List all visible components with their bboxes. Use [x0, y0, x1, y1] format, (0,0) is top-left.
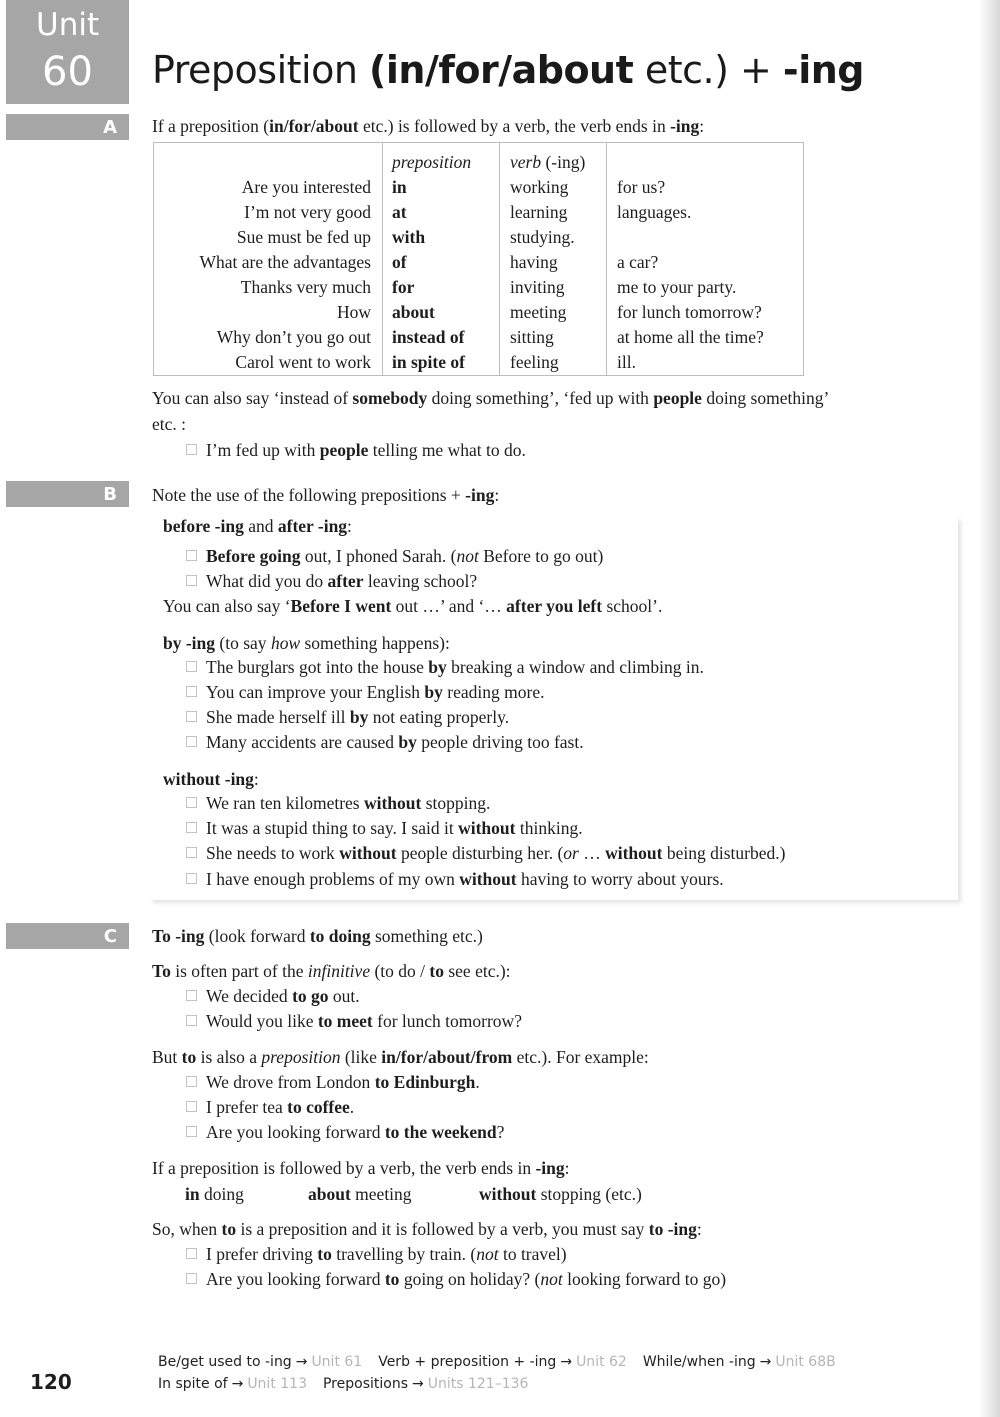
- text-span: out, I phoned Sarah. (: [300, 546, 457, 566]
- text-span: without: [458, 818, 516, 838]
- text-span: preposition: [261, 1047, 341, 1067]
- text-span: .: [349, 1097, 355, 1117]
- text-span: having to worry about yours.: [516, 869, 724, 889]
- bullet-box-icon: [186, 1076, 197, 1087]
- bullet-box-icon: [186, 873, 197, 884]
- text-span: doing: [199, 1184, 244, 1204]
- text-span: To -ing: [152, 926, 205, 946]
- text-span: to coffee: [287, 1097, 350, 1117]
- table-cell-preposition: in: [392, 177, 407, 197]
- text-span: stopping.: [421, 793, 491, 813]
- text-span: breaking a window and climbing in.: [446, 657, 704, 677]
- table-divider: [499, 143, 500, 375]
- cross-reference-label: Prepositions: [322, 1376, 408, 1392]
- text-span: Before I went: [290, 596, 392, 616]
- text-span: to meet: [317, 1011, 373, 1031]
- text-span: meeting: [350, 1184, 412, 1204]
- table-cell-verb: working: [510, 177, 569, 197]
- text-span: doing something’: [701, 388, 830, 408]
- text-span: to Edinburgh: [374, 1072, 476, 1092]
- unit-label: Unit: [36, 7, 100, 43]
- text-span: by -ing: [163, 633, 216, 653]
- infinitive-note: [152, 960, 511, 982]
- table-cell-sentence-start: Carol went to work: [235, 352, 371, 372]
- text-span: not: [456, 546, 479, 566]
- table-cell-sentence-end: at home all the time?: [617, 327, 764, 347]
- text-span: You can improve your English: [206, 682, 425, 702]
- text-span: So, when: [152, 1219, 222, 1239]
- table-cell-sentence-end: a car?: [617, 252, 659, 272]
- text-span: Before going: [206, 546, 301, 566]
- section-tab-c: C: [6, 923, 129, 949]
- bullet-box-icon: [186, 686, 197, 697]
- text-span: We decided: [206, 986, 293, 1006]
- section-a-also-note: [152, 387, 829, 409]
- bullet-box-icon: [186, 1101, 197, 1112]
- table-cell-sentence-start: What are the advantages: [199, 252, 371, 272]
- text-span: looking forward to go): [562, 1269, 727, 1289]
- text-span: thinking.: [515, 818, 583, 838]
- text-span: people: [653, 388, 702, 408]
- cross-reference-link[interactable]: Unit 61: [311, 1354, 363, 1370]
- rule-example-2: [308, 1183, 412, 1205]
- text-span: infinitive: [307, 961, 371, 981]
- text-span: to: [181, 1047, 197, 1067]
- text-span: to doing: [309, 926, 371, 946]
- table-cell-sentence-start: Thanks very much: [240, 277, 371, 297]
- table-cell-preposition: instead of: [392, 327, 465, 347]
- ing-rule: [152, 1157, 570, 1179]
- table-cell-sentence-start: I’m not very good: [244, 202, 371, 222]
- example-item: [186, 1243, 567, 1265]
- text-span: is also a: [196, 1047, 262, 1067]
- text-span: It was a stupid thing to say. I said it: [206, 818, 459, 838]
- text-span: to travel): [498, 1244, 567, 1264]
- example-item: [186, 985, 360, 1007]
- title-suffix: etc.) +: [633, 48, 783, 92]
- text-span: :: [347, 516, 352, 536]
- example-item: [186, 817, 583, 839]
- by-ing-heading: [163, 632, 450, 654]
- text-span: (-ing): [541, 152, 586, 172]
- text-span: (look forward: [204, 926, 310, 946]
- example-item: [186, 681, 544, 703]
- text-span: people: [319, 440, 369, 460]
- table-cell-sentence-start: Are you interested: [241, 177, 371, 197]
- example-item: [186, 1010, 522, 1032]
- cross-reference-link[interactable]: Unit 62: [576, 1354, 627, 1370]
- preposition-note: [152, 1046, 649, 1068]
- text-span: If a preposition is followed by a verb, the verb ends in: [152, 1158, 536, 1178]
- example-item: [186, 731, 584, 753]
- text-span: (to say: [215, 633, 271, 653]
- text-span: to go: [292, 986, 329, 1006]
- example-item: [186, 545, 603, 567]
- example-item: [186, 1121, 504, 1143]
- bullet-box-icon: [186, 575, 197, 586]
- text-span: going on holiday? (: [399, 1269, 541, 1289]
- table-cell-verb: inviting: [510, 277, 565, 297]
- cross-references-line-1: [158, 1352, 852, 1372]
- text-span: verb: [510, 152, 542, 172]
- text-span: Before to go out): [478, 546, 604, 566]
- text-span: If a preposition (: [152, 116, 270, 136]
- text-span: by: [398, 732, 417, 752]
- text-span: to: [221, 1219, 237, 1239]
- text-span: She needs to work: [206, 843, 340, 863]
- cross-reference-link[interactable]: Units 121–136: [427, 1376, 529, 1392]
- title-bold: (in/for/about: [369, 48, 634, 92]
- bullet-box-icon: [186, 847, 197, 858]
- text-span: Would you like: [206, 1011, 318, 1031]
- cross-reference-label: Be/get used to -ing: [158, 1354, 292, 1370]
- example-item: [186, 656, 704, 678]
- text-span: is often part of the: [170, 961, 308, 981]
- table-cell-verb: learning: [510, 202, 568, 222]
- arrow-right-icon: →: [759, 1354, 772, 1370]
- table-cell-sentence-start: Sue must be fed up: [236, 227, 371, 247]
- text-span: -ing: [670, 116, 700, 136]
- bullet-box-icon: [186, 661, 197, 672]
- arrow-right-icon: →: [295, 1354, 308, 1370]
- text-span: or: [563, 843, 579, 863]
- text-span: out …’ and ‘…: [391, 596, 507, 616]
- table-cell-preposition: at: [392, 202, 407, 222]
- text-span: travelling by train. (: [331, 1244, 477, 1264]
- example-item: [186, 706, 509, 728]
- section-tab-b: B: [6, 481, 129, 507]
- table-cell-verb: studying.: [510, 227, 575, 247]
- example-item: [186, 1096, 354, 1118]
- table-cell-preposition: for: [392, 277, 415, 297]
- text-span: in/for/about: [269, 116, 359, 136]
- cross-reference-link[interactable]: Unit 113: [247, 1376, 307, 1392]
- text-span: without: [605, 843, 663, 863]
- text-span: (to do /: [370, 961, 430, 981]
- bullet-box-icon: [186, 822, 197, 833]
- text-span: without: [363, 793, 422, 813]
- before-after-note: [163, 595, 662, 617]
- text-span: school’.: [602, 596, 663, 616]
- text-span: :: [696, 1219, 702, 1239]
- text-span: something etc.): [370, 926, 483, 946]
- table-cell-sentence-start: How: [336, 302, 371, 322]
- text-span: She made herself ill: [206, 707, 350, 727]
- bullet-box-icon: [186, 444, 197, 455]
- table-cell-sentence-end: ill.: [617, 352, 636, 372]
- text-span: in/for/about/from: [381, 1047, 513, 1067]
- cross-reference-label: Verb + preposition + -ing: [378, 1354, 557, 1370]
- text-span: …: [578, 843, 606, 863]
- text-span: doing something’, ‘fed up with: [427, 388, 654, 408]
- bullet-box-icon: [186, 1126, 197, 1137]
- text-span: by: [428, 657, 447, 677]
- text-span: I’m fed up with: [206, 440, 320, 460]
- text-span: .: [475, 1072, 480, 1092]
- text-span: Many accidents are caused: [206, 732, 399, 752]
- text-span: We drove from London: [206, 1072, 375, 1092]
- before-after-heading: [163, 515, 352, 537]
- text-span: without -ing: [163, 769, 254, 789]
- text-span: by: [349, 707, 369, 727]
- table-cell-preposition: about: [392, 302, 435, 322]
- title-prefix: Preposition: [152, 48, 370, 92]
- text-span: (like: [340, 1047, 382, 1067]
- text-span: -ing: [465, 485, 495, 505]
- text-span: You can also say ‘instead of: [152, 388, 353, 408]
- section-b-intro: [152, 484, 499, 506]
- text-span: The burglars got into the house: [206, 657, 429, 677]
- preposition-table: [153, 142, 804, 376]
- example-item: [186, 1071, 480, 1093]
- rule-example-3: [479, 1183, 642, 1205]
- bullet-box-icon: [186, 1015, 197, 1026]
- table-cell-verb: having: [510, 252, 558, 272]
- example-item: [186, 439, 526, 461]
- table-cell-sentence-end: languages.: [617, 202, 692, 222]
- bullet-box-icon: [186, 711, 197, 722]
- table-divider: [382, 143, 383, 375]
- table-cell-sentence-start: Why don’t you go out: [216, 327, 371, 347]
- to-ing-rule: [152, 1218, 702, 1240]
- text-span: etc.) is followed by a verb, the verb ends in: [358, 116, 671, 136]
- bullet-box-icon: [186, 550, 197, 561]
- cross-reference-label: While/when -ing: [642, 1354, 756, 1370]
- text-span: to: [429, 961, 444, 981]
- table-cell-verb: meeting: [510, 302, 567, 322]
- text-span: how: [270, 633, 301, 653]
- text-span: people disturbing her. (: [396, 843, 564, 863]
- text-span: something happens):: [300, 633, 450, 653]
- text-span: not eating properly.: [368, 707, 510, 727]
- text-span: leaving school?: [363, 571, 478, 591]
- text-span: to -ing: [648, 1219, 697, 1239]
- text-span: not: [476, 1244, 499, 1264]
- table-cell-preposition: of: [392, 252, 407, 272]
- page-edge-shadow: [978, 0, 1000, 1417]
- table-divider: [606, 143, 607, 375]
- text-span: You can also say ‘: [163, 596, 291, 616]
- bullet-box-icon: [186, 736, 197, 747]
- text-span: telling me what to do.: [368, 440, 526, 460]
- text-span: after you left: [506, 596, 603, 616]
- text-span: after: [327, 571, 364, 591]
- example-item: [186, 792, 490, 814]
- section-c-heading: [152, 925, 483, 947]
- text-span: is a preposition and it is followed by a verb, you must say: [236, 1219, 649, 1239]
- table-cell-sentence-end: for us?: [617, 177, 666, 197]
- cross-reference-label: In spite of: [158, 1376, 228, 1392]
- text-span: stopping (etc.): [536, 1184, 642, 1204]
- text-span: to: [317, 1244, 332, 1264]
- page-title: [152, 46, 864, 94]
- text-span: reading more.: [442, 682, 545, 702]
- bullet-box-icon: [186, 990, 197, 1001]
- table-cell-sentence-end: for lunch tomorrow?: [617, 302, 762, 322]
- title-ing: -ing: [782, 48, 864, 92]
- text-span: out.: [328, 986, 360, 1006]
- section-tab-a: A: [6, 114, 129, 140]
- table-cell-verb: sitting: [510, 327, 554, 347]
- page-number: 120: [30, 1370, 72, 1394]
- text-span: We ran ten kilometres: [206, 793, 364, 813]
- text-span: :: [253, 769, 259, 789]
- text-span: somebody: [352, 388, 428, 408]
- arrow-right-icon: →: [560, 1354, 573, 1370]
- text-span: about: [308, 1184, 351, 1204]
- text-span: people driving too fast.: [416, 732, 584, 752]
- text-span: I prefer tea: [206, 1097, 288, 1117]
- text-span: not: [540, 1269, 563, 1289]
- text-span: to the weekend: [384, 1122, 497, 1142]
- text-span: to: [384, 1269, 400, 1289]
- table-cell-preposition: with: [392, 227, 426, 247]
- rule-example-1: [185, 1183, 244, 1205]
- text-span: To: [152, 961, 171, 981]
- text-span: I have enough problems of my own: [206, 869, 460, 889]
- without-ing-heading: [163, 768, 259, 790]
- text-span: I prefer driving: [206, 1244, 318, 1264]
- cross-reference-link[interactable]: Unit 68B: [775, 1354, 836, 1370]
- example-item: [186, 1268, 726, 1290]
- table-cell-sentence-end: me to your party.: [617, 277, 737, 297]
- table-header-preposition: preposition: [392, 152, 472, 172]
- example-item: [186, 842, 785, 864]
- bullet-box-icon: [186, 1273, 197, 1284]
- text-span: :: [494, 485, 500, 505]
- text-span: Note the use of the following prepositions +: [152, 485, 466, 505]
- text-span: and: [243, 516, 278, 536]
- text-span: Are you looking forward: [206, 1269, 385, 1289]
- text-span: by: [424, 682, 443, 702]
- text-span: see etc.):: [443, 961, 511, 981]
- example-item: [186, 868, 724, 890]
- unit-number: 60: [42, 49, 93, 95]
- table-cell-verb: feeling: [510, 352, 559, 372]
- unit-badge: [6, 0, 129, 104]
- arrow-right-icon: →: [231, 1376, 244, 1392]
- text-span: in: [185, 1184, 200, 1204]
- section-a-intro: [152, 115, 704, 137]
- text-span: without: [459, 869, 517, 889]
- bullet-box-icon: [186, 1248, 197, 1259]
- text-span: :: [564, 1158, 570, 1178]
- text-span: But: [152, 1047, 182, 1067]
- example-item: [186, 570, 477, 592]
- bullet-box-icon: [186, 797, 197, 808]
- text-span: etc.). For example:: [512, 1047, 649, 1067]
- text-span: What did you do: [206, 571, 328, 591]
- table-cell-preposition: in spite of: [392, 352, 465, 372]
- text-span: for lunch tomorrow?: [372, 1011, 522, 1031]
- arrow-right-icon: →: [412, 1376, 424, 1392]
- text-span: without: [479, 1184, 537, 1204]
- text-span: Are you looking forward: [206, 1122, 385, 1142]
- text-span: -ing: [535, 1158, 565, 1178]
- cross-references-line-2: [158, 1374, 544, 1394]
- text-span: after -ing: [277, 516, 348, 536]
- text-span: being disturbed.): [662, 843, 786, 863]
- text-span: ?: [496, 1122, 505, 1142]
- text-span: :: [699, 116, 705, 136]
- text-span: without: [339, 843, 397, 863]
- text-span: before -ing: [163, 516, 244, 536]
- section-a-also-note-cont: etc. :: [152, 414, 187, 434]
- table-header-verb: [510, 150, 585, 175]
